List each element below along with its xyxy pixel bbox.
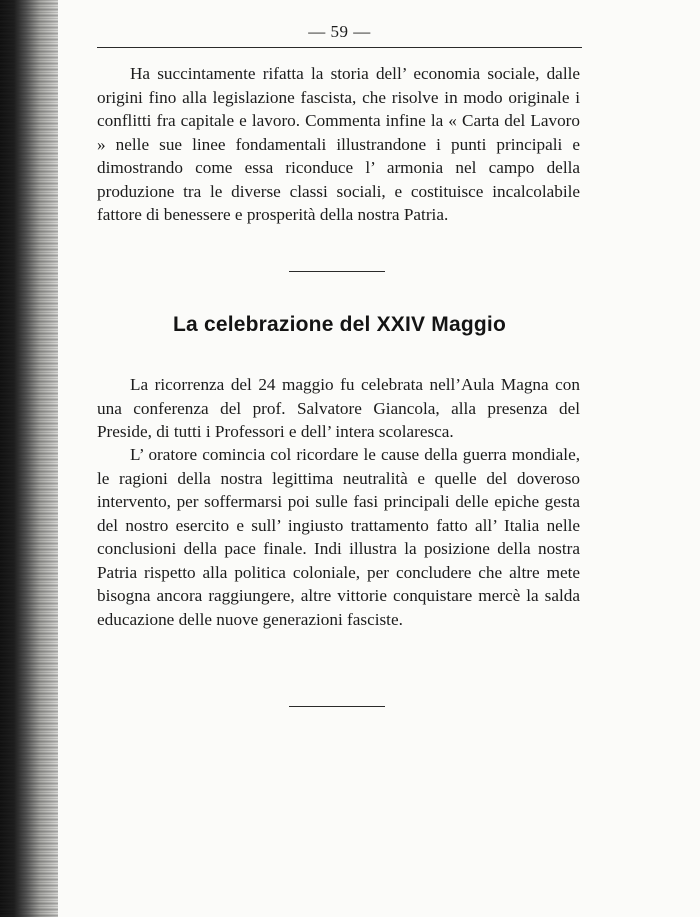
section-divider-top xyxy=(289,271,385,272)
page-number: — 59 — xyxy=(308,22,371,41)
speech-paragraph: L’ oratore comincia col ricordare le cause della guerra mondiale, le ragioni della nostra legittima neutralità e quelle del doveroso intervento, per soffermarsi poi sulle fasi principali delle epiche gesta del nostro esercito e sull’ ingiusto trattamento fatto all’ Italia nelle conclusioni della pace finale. Indi illustra la posizione della nostra Patria rispetto alla politica coloniale, per concludere che altre mete bisogna ancora raggiungere, altre vittorie conquistare mercè la salda educazione delle nuove generazioni fasciste. xyxy=(97,445,580,629)
book-binding-edge xyxy=(0,0,58,917)
section-title: La celebrazione del XXIV Maggio xyxy=(173,313,506,336)
event-paragraph: La ricorrenza del 24 maggio fu celebrata nell’Aula Magna con una conferenza del prof. Salvatore Giancola, alla presenza del Preside, di tutti i Professori e dell’ intera scolaresca. xyxy=(97,375,580,441)
section-divider-bottom xyxy=(289,706,385,707)
intro-paragraph: Ha succintamente rifatta la storia dell’ economia sociale, dalle origini fino alla legislazione fascista, che risolve in modo originale i conflitti fra capitale e lavoro. Commenta infine la « Carta del Lavoro » nelle sue linee fondamentali illustrandone i punti principali e dimostrando come essa riconduce l’ armonia nel campo della produzione tra le diverse classi sociali, e costituisce incalcolabile fattore di benessere e prosperità della nostra Patria. xyxy=(97,64,580,224)
header-rule xyxy=(97,47,582,48)
